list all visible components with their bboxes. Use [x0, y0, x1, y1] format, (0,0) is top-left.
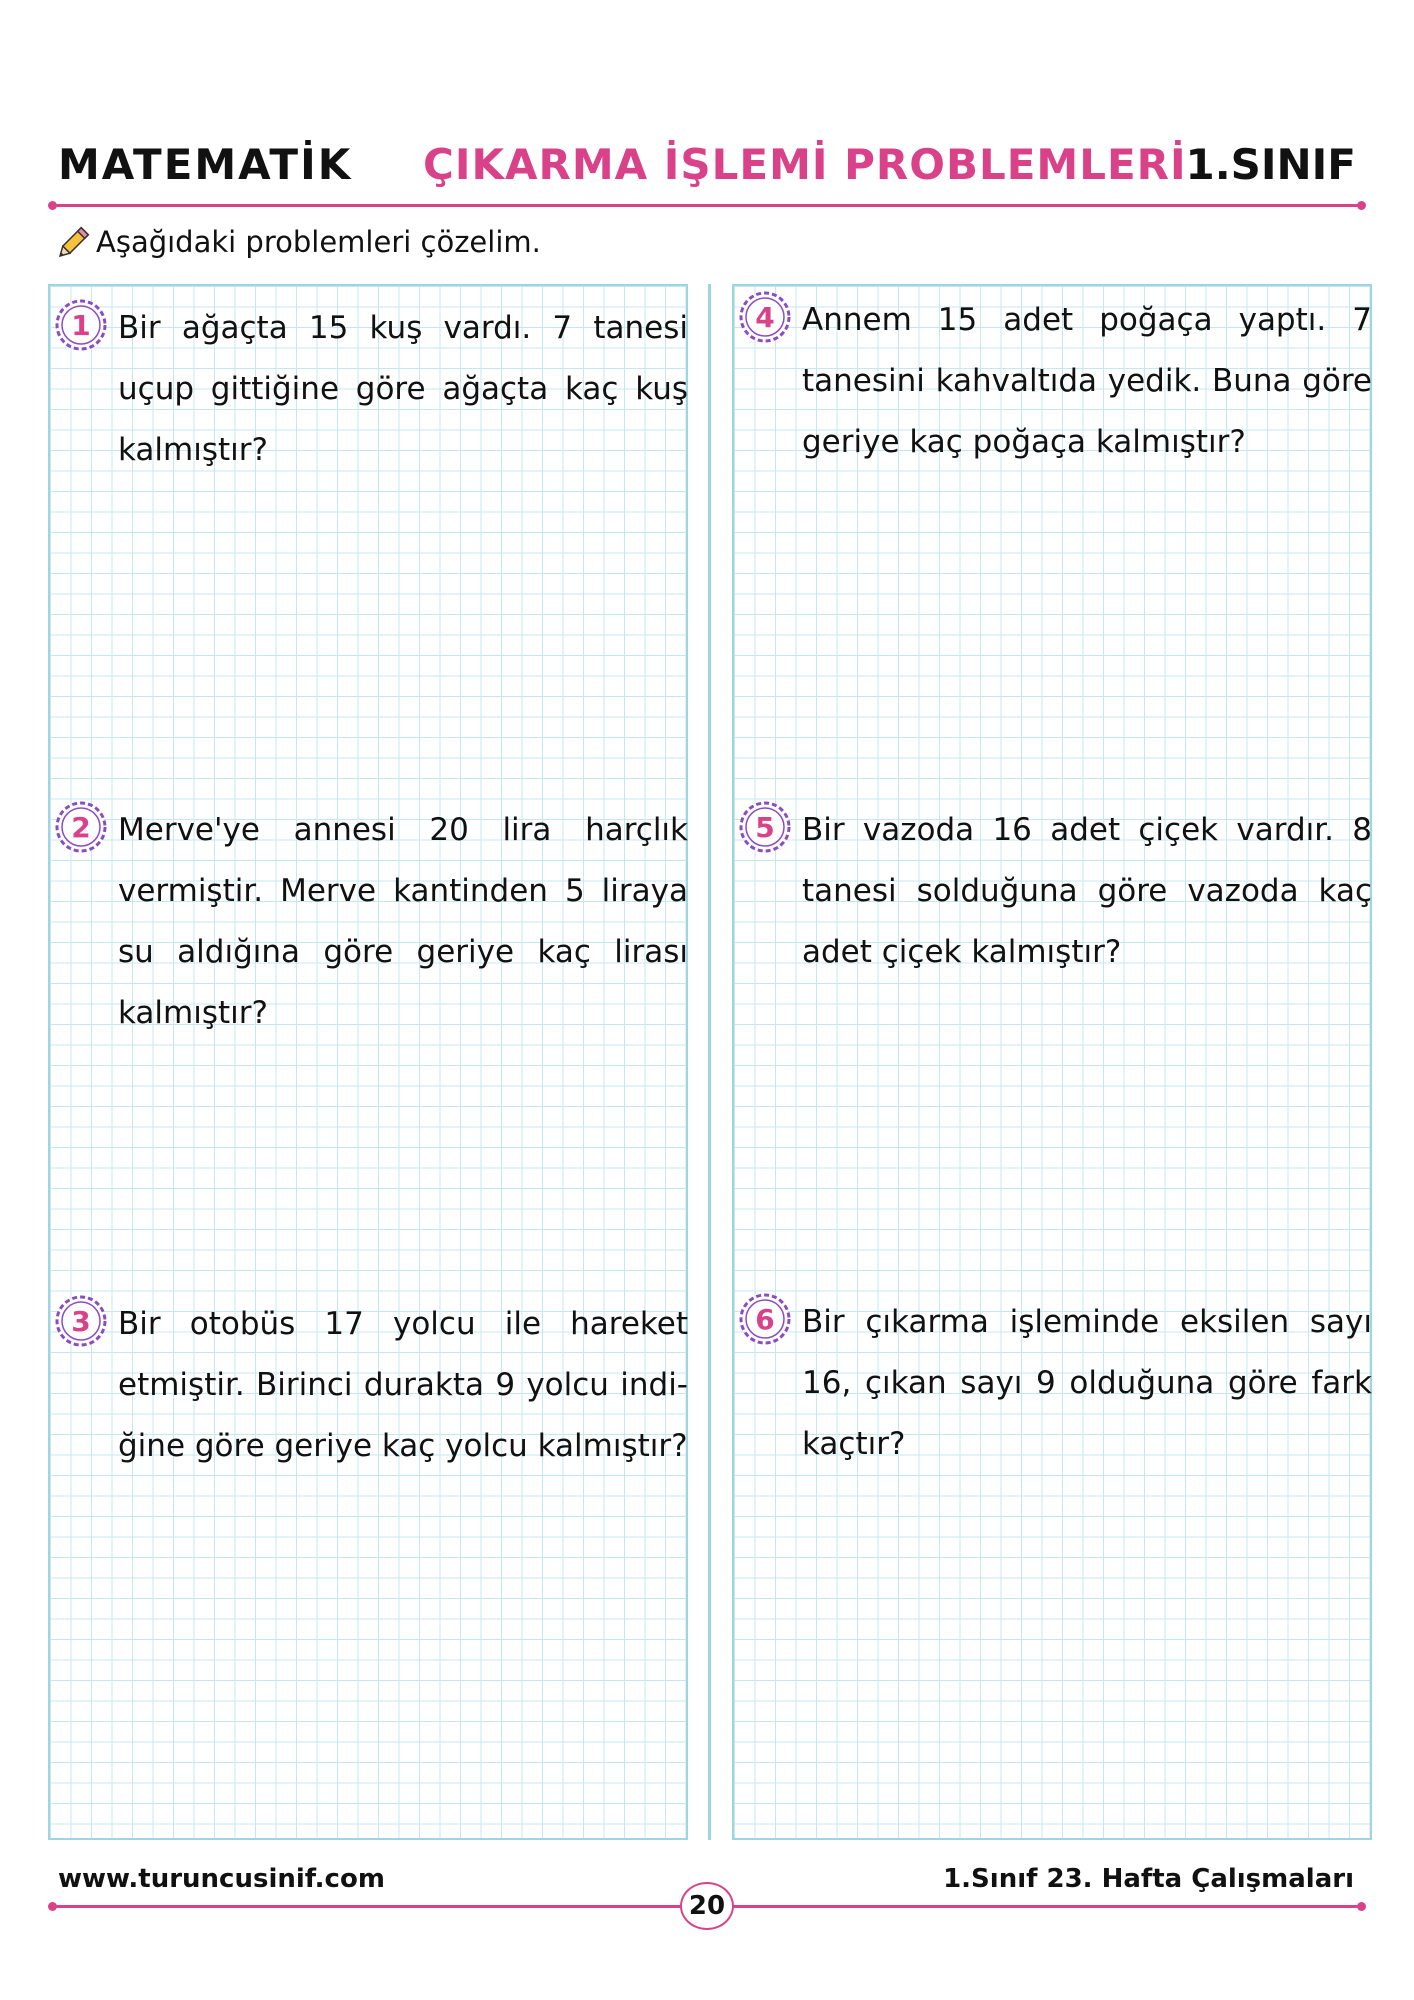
- badge-5-icon: [738, 800, 792, 854]
- page-number: 20: [680, 1882, 734, 1930]
- problem-5-text: Bir vazoda 16 adet çiçek vardır. 8 tanesi solduğuna göre vazoda kaç adet çiçek kalmıştır?: [802, 812, 1372, 970]
- badge-4-number: 4: [755, 301, 775, 334]
- right-answer-panel: [732, 284, 1372, 1840]
- grade-label: 1.SINIF: [1185, 140, 1356, 189]
- header-divider: [52, 204, 1362, 207]
- left-answer-panel: [48, 284, 688, 1840]
- problem-3-text: Bir otobüs 17 yolcu ile hareket etmiştir. Birinci durakta 9 yolcu indi-ğine göre geriye kaç yolcu kalmıştır?: [118, 1306, 688, 1464]
- badge-5-number: 5: [755, 811, 775, 844]
- badge-3-number: 3: [71, 1305, 91, 1338]
- badge-6-icon: [738, 1292, 792, 1346]
- problem-6-text: Bir çıkarma işleminde eksilen sayı 16, çıkan sayı 9 olduğuna göre fark kaçtır?: [802, 1304, 1372, 1462]
- badge-2-icon: [54, 800, 108, 854]
- instruction-text: Aşağıdaki problemleri çözelim.: [96, 225, 541, 259]
- website-link[interactable]: www.turuncusinif.com: [58, 1864, 385, 1894]
- problem-4-text: Annem 15 adet poğaça yaptı. 7 tanesini kahvaltıda yedik. Buna göre geriye kaç poğaça kalmıştır?: [802, 302, 1372, 460]
- badge-6-number: 6: [755, 1303, 775, 1336]
- badge-3-icon: [54, 1294, 108, 1348]
- center-divider: [708, 284, 711, 1840]
- page-header: [58, 140, 1356, 200]
- problem-1-text: Bir ağaçta 15 kuş vardı. 7 tanesi uçup gittiğine göre ağaçta kaç kuş kalmıştır?: [118, 310, 688, 468]
- badge-4-icon: [738, 290, 792, 344]
- problem-2-text: Merve'ye annesi 20 lira harçlık vermiştir. Merve kantinden 5 liraya su aldığına göre geriye kaç lirası kalmıştır?: [118, 812, 688, 1031]
- badge-2-number: 2: [71, 811, 91, 844]
- badge-1-number: 1: [71, 309, 91, 342]
- instruction: [52, 224, 541, 264]
- badge-1-icon: [54, 298, 108, 352]
- subject-label: MATEMATİK: [58, 140, 353, 189]
- series-label: 1.Sınıf 23. Hafta Çalışmaları: [943, 1864, 1354, 1894]
- page-title: ÇIKARMA İŞLEMİ PROBLEMLERİ: [423, 140, 1187, 189]
- pencil-icon: [52, 224, 92, 264]
